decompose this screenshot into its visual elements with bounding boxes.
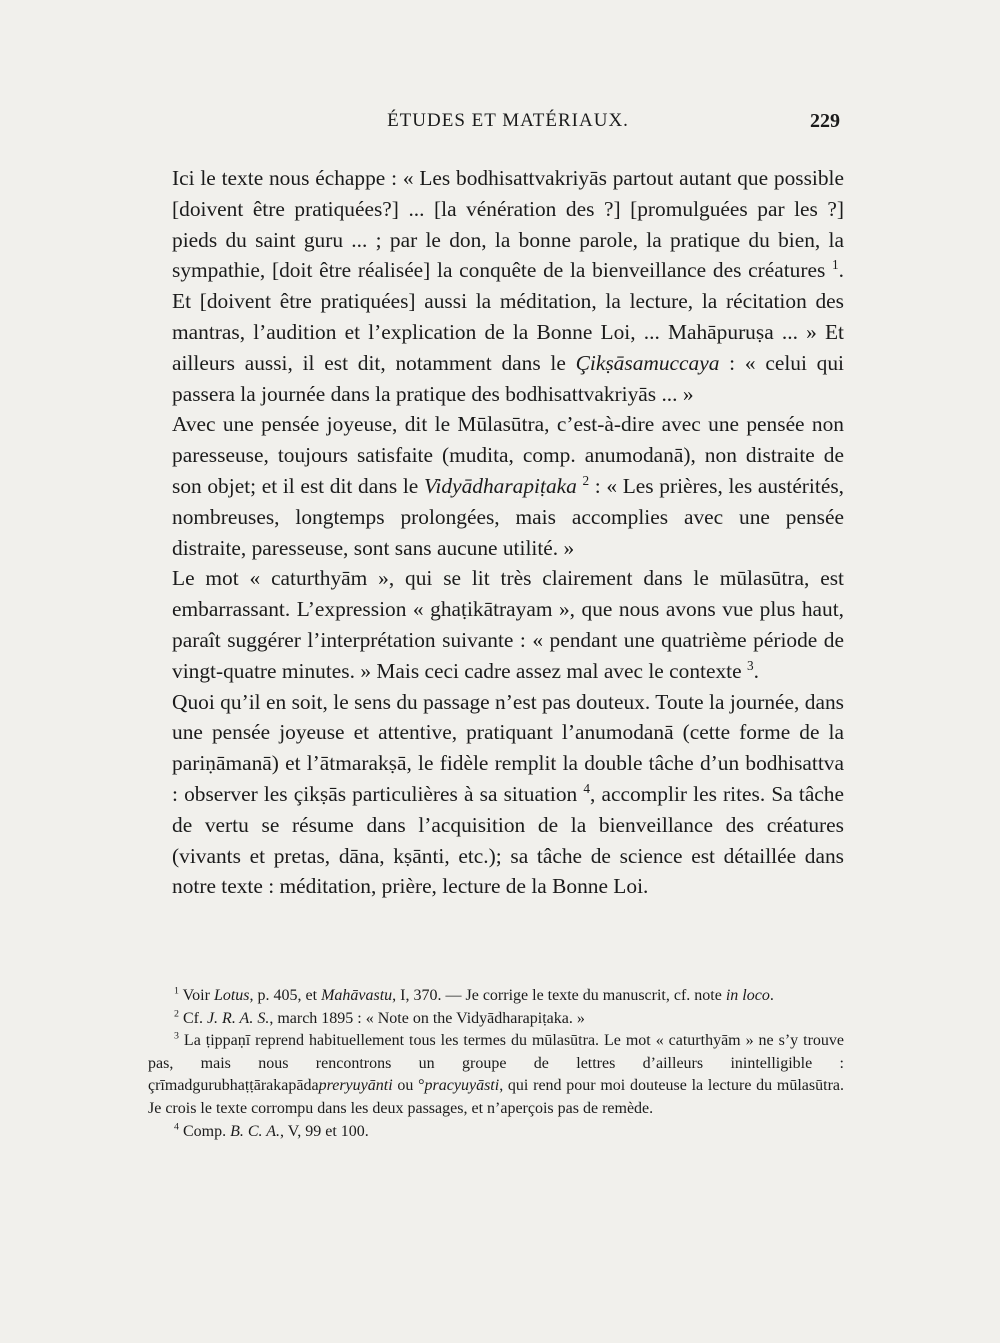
footnote-mark: 4: [174, 1121, 179, 1133]
body-text: [172, 163, 844, 902]
footnote-text: .: [769, 987, 774, 1004]
footnote-italic: Lotus: [213, 987, 250, 1004]
italic-title: Vidyādharapiṭaka: [423, 473, 577, 498]
paragraph-text: Avec une pensée joyeuse, dit le Mūlasūtra, c’est-à-dire avec une pensée non paresseuse, toujours satisfaite (mudita, comp. anumodanā), non distraite de son objet; et il est dit dans le: [172, 412, 844, 498]
footnote-italic: B. C. A.: [230, 1122, 281, 1140]
running-title: ÉTUDES ET MATÉRIAUX.: [387, 110, 629, 131]
paragraph-text: Ici le texte nous échappe : « Les bodhisattvakriyās partout autant que possible [doivent être pratiquées?] ... [la vénération des ?] [promulguées par les ?] pieds du saint guru ... ; par le don, la bonne parole, la pratique du bien, la sympathie, [doit être réalisée] la conquête de la bienveillance des créatures: [172, 166, 844, 283]
footnote-text: , I, 370. — Je corrige le texte du manuscrit, cf. note: [392, 987, 726, 1004]
footnote-ref: 1: [832, 257, 839, 273]
footnote-text: ou °: [392, 1077, 425, 1095]
footnote-text: , V, 99 et 100.: [280, 1122, 369, 1140]
page-number: 229: [810, 110, 840, 132]
footnotes: [148, 985, 844, 1143]
footnote-mark: 3: [174, 1030, 179, 1042]
paragraph-text: : « celui qui passera la journée dans la pratique des bodhisattvakriyās ... »: [172, 350, 844, 406]
paragraph: [172, 163, 844, 409]
paragraph-text: Quoi qu’il en soit, le sens du passage n’est pas douteux. Toute la journée, dans une pensée joyeuse et attentive, pratiquant l’anumodanā (cette forme de la pariṇāmanā) et l’ātmarakṣā, le fidèle remplit la double tâche d’un bodhisattva : observer les çikṣās particulières à sa situation: [172, 689, 844, 806]
paragraph: [172, 687, 844, 903]
footnote-text: , qui rend pour moi douteuse la lecture du mūlasūtra. Je crois le texte corrompu dans les deux passages, et n’aperçois pas de remède.: [148, 1077, 844, 1117]
paragraph: [172, 563, 844, 686]
footnote-mark: 1: [174, 985, 179, 997]
paragraph-text: .: [753, 658, 759, 683]
footnote-italic: preryuyānti: [318, 1077, 393, 1095]
footnote-text: , p. 405, et: [249, 987, 322, 1004]
footnote-italic: in loco: [725, 987, 770, 1004]
footnote-mark: 2: [174, 1008, 179, 1020]
paragraph-text: , accomplir les rites. Sa tâche de vertu se résume dans l’acquisition de la bienveillance des créatures (vivants et pretas, dāna, kṣānti, etc.); sa tâche de science est détaillée dans notre texte : méditation, prière, lecture de la Bonne Loi.: [172, 781, 844, 899]
paragraph-text: : « Les prières, les austérités, nombreuses, longtemps prolongées, mais accomplies avec une pensée distraite, paresseuse, sont sans aucune utilité. »: [172, 473, 844, 560]
footnote-text: La ṭippaṇī reprend habituellement tous les termes du mūlasūtra. Le mot « caturthyām » ne s’y trouve pas, mais nous rencontrons un groupe de lettres d’ailleurs inintelligible : çrīmadgurubhaṭṭārakapāda: [148, 1032, 844, 1095]
footnote: [148, 985, 844, 1008]
footnote-ref: 3: [746, 657, 754, 673]
footnote: [148, 1030, 844, 1120]
paragraph: [172, 409, 844, 563]
footnote-text: Comp.: [178, 1122, 231, 1140]
footnote-italic: J. R. A. S.: [206, 1009, 270, 1027]
footnote-text: , march 1895 : « Note on the Vidyādharapiṭaka. »: [269, 1009, 585, 1027]
footnote-italic: Mahāvastu: [321, 987, 393, 1004]
italic-title: Çikṣāsamuccaya: [575, 350, 720, 375]
footnote-text: Voir: [178, 987, 214, 1004]
paragraph-text: Le mot « caturthyām », qui se lit très clairement dans le mūlasūtra, est embarrassant. L’expression « ghaṭikātrayam », que nous avons vue plus haut, paraît suggérer l’interprétation suivante : « pendant une quatrième période de vingt-quatre minutes. » Mais ceci cadre assez mal avec le contexte: [172, 566, 844, 683]
footnote: [148, 1121, 844, 1144]
footnote-text: Cf.: [178, 1009, 207, 1027]
footnote-ref: 4: [583, 780, 591, 796]
footnote: [148, 1008, 844, 1031]
footnote-italic: pracyuyāsti: [424, 1077, 500, 1095]
footnote-ref: 2: [582, 472, 590, 488]
running-head: [172, 110, 844, 138]
paragraph-text: . Et [doivent être pratiquées] aussi la méditation, la lecture, la récitation des mantras, l’audition et l’explication de la Bonne Loi, ... Mahāpuruṣa ... » Et ailleurs aussi, il est dit, notamment dans le: [172, 258, 844, 375]
